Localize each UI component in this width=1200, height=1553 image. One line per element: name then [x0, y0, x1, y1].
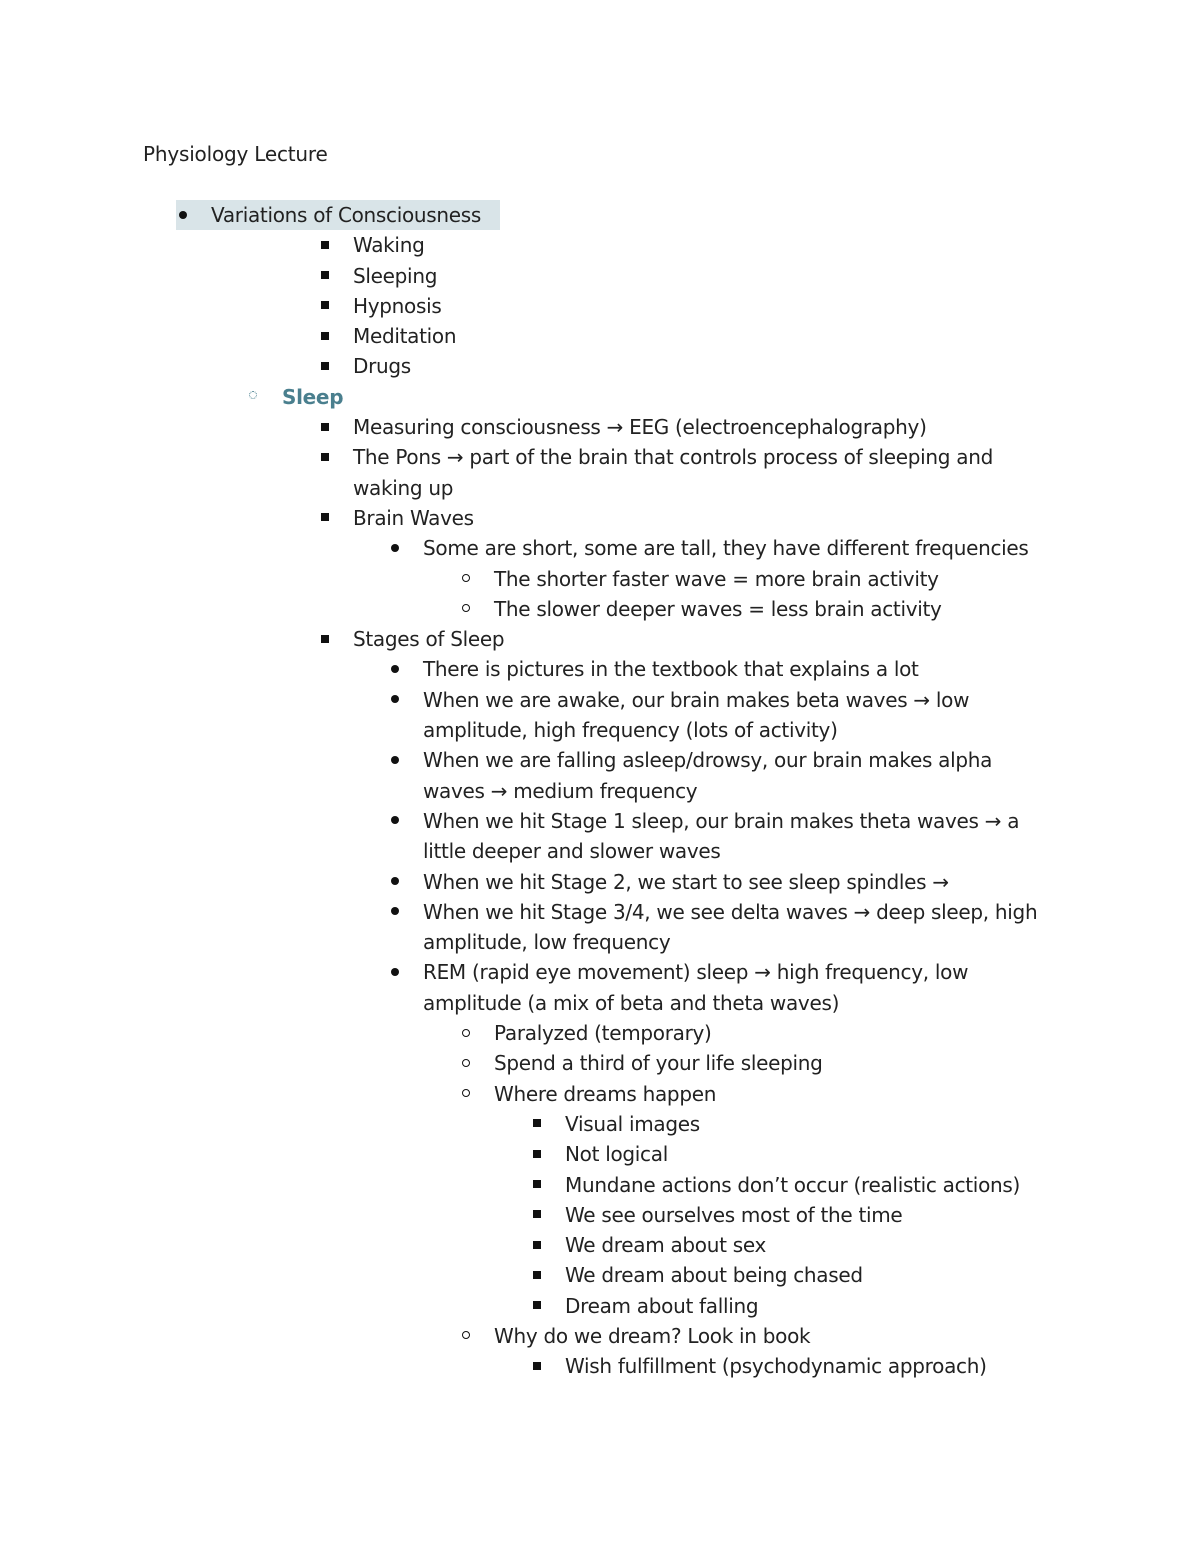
- list-item: [423, 806, 1053, 867]
- disc-bullet-icon: [385, 867, 405, 897]
- list-item: [565, 1230, 1065, 1260]
- list-item-text: We dream about being chased: [565, 1263, 863, 1288]
- square-bullet-icon: [315, 321, 335, 351]
- circle-bullet-icon: [456, 1018, 476, 1048]
- list-item: [423, 654, 1053, 684]
- list-item-text: Dream about falling: [565, 1293, 759, 1318]
- list-item-text: Where dreams happen: [494, 1081, 717, 1106]
- list-item-text: Hypnosis: [353, 293, 442, 318]
- list-item: [494, 1048, 1054, 1078]
- list-item-text: The Pons → part of the brain that controls process of sleeping and waking up: [353, 445, 993, 500]
- square-bullet-icon: [527, 1230, 547, 1260]
- list-item-text: We see ourselves most of the time: [565, 1202, 903, 1227]
- document-title: Physiology Lecture: [143, 142, 328, 166]
- list-item: [423, 533, 1053, 563]
- list-item: [494, 1321, 1054, 1351]
- square-bullet-icon: [315, 351, 335, 381]
- list-item-text: Not logical: [565, 1142, 668, 1167]
- list-item-text: When we hit Stage 2, we start to see sleep spindles →: [423, 869, 949, 894]
- list-item: [423, 745, 1053, 806]
- list-item: [423, 867, 1053, 897]
- list-item-text: Waking: [353, 233, 425, 258]
- list-item: [423, 685, 1053, 746]
- list-item: [565, 1200, 1065, 1230]
- circle-bullet-icon: [456, 1079, 476, 1109]
- list-item-text: There is pictures in the textbook that explains a lot: [423, 657, 919, 682]
- list-item-text: Spend a third of your life sleeping: [494, 1051, 823, 1076]
- list-item-text: Why do we dream? Look in book: [494, 1323, 811, 1348]
- list-item: [353, 503, 1053, 533]
- section-heading: [282, 382, 982, 412]
- list-item-text: Drugs: [353, 354, 411, 379]
- list-item: [353, 624, 1053, 654]
- disc-bullet-icon: [173, 200, 193, 230]
- notes-outline: [0, 200, 1200, 1382]
- list-item: [353, 321, 1053, 351]
- list-item-text: When we are falling asleep/drowsy, our brain makes alpha waves → medium frequency: [423, 748, 993, 803]
- square-bullet-icon: [315, 230, 335, 260]
- disc-bullet-icon: [385, 685, 405, 715]
- square-bullet-icon: [315, 442, 335, 472]
- list-item: [423, 897, 1053, 958]
- list-item: [353, 291, 1053, 321]
- square-bullet-icon: [315, 291, 335, 321]
- disc-bullet-icon: [385, 897, 405, 927]
- square-bullet-icon: [315, 412, 335, 442]
- list-item-text: Sleep: [282, 384, 344, 409]
- list-item-text: Sleeping: [353, 263, 438, 288]
- list-item: [565, 1351, 1065, 1381]
- disc-bullet-icon: [385, 806, 405, 836]
- list-item: [565, 1139, 1065, 1169]
- list-item-text: The shorter faster wave = more brain activity: [494, 566, 939, 591]
- list-item-text: REM (rapid eye movement) sleep → high frequency, low amplitude (a mix of beta and theta waves): [423, 960, 969, 1015]
- list-item-text: We dream about sex: [565, 1233, 767, 1258]
- list-item-text: Mundane actions don’t occur (realistic actions): [565, 1172, 1021, 1197]
- list-item: [353, 351, 1053, 381]
- square-bullet-icon: [527, 1291, 547, 1321]
- dotted-circle-bullet-icon: [243, 382, 263, 412]
- disc-bullet-icon: [385, 957, 405, 987]
- list-item: [565, 1109, 1065, 1139]
- disc-bullet-icon: [385, 654, 405, 684]
- list-item-text: Measuring consciousness → EEG (electroencephalography): [353, 415, 927, 440]
- circle-bullet-icon: [456, 564, 476, 594]
- list-item-text: The slower deeper waves = less brain activity: [494, 596, 942, 621]
- square-bullet-icon: [315, 503, 335, 533]
- disc-bullet-icon: [385, 745, 405, 775]
- list-item: [565, 1170, 1065, 1200]
- list-item-text: When we are awake, our brain makes beta waves → low amplitude, high frequency (lots of activity): [423, 687, 970, 743]
- list-item-text: Paralyzed (temporary): [494, 1021, 712, 1046]
- list-item: [494, 1079, 1054, 1109]
- square-bullet-icon: [527, 1139, 547, 1169]
- list-item: [353, 442, 1053, 503]
- square-bullet-icon: [527, 1170, 547, 1200]
- disc-bullet-icon: [385, 533, 405, 563]
- list-item: [353, 230, 1053, 260]
- list-item: [353, 412, 1053, 442]
- list-item: [494, 594, 1054, 624]
- list-item-text: Some are short, some are tall, they have different frequencies: [423, 536, 1029, 561]
- list-item: [565, 1291, 1065, 1321]
- list-item-text: Variations of Consciousness: [211, 203, 482, 227]
- circle-bullet-icon: [456, 1048, 476, 1078]
- square-bullet-icon: [527, 1109, 547, 1139]
- list-item-text: Wish fulfillment (psychodynamic approach): [565, 1354, 987, 1379]
- list-item: [423, 957, 1053, 1018]
- square-bullet-icon: [527, 1260, 547, 1290]
- list-item-text: Stages of Sleep: [353, 627, 505, 652]
- list-item: [494, 564, 1054, 594]
- circle-bullet-icon: [456, 594, 476, 624]
- square-bullet-icon: [527, 1200, 547, 1230]
- list-item: [211, 200, 911, 230]
- list-item-text: Visual images: [565, 1111, 700, 1136]
- list-item-text: Brain Waves: [353, 505, 474, 530]
- square-bullet-icon: [527, 1351, 547, 1381]
- list-item: [353, 261, 1053, 291]
- list-item-text: When we hit Stage 3/4, we see delta waves → deep sleep, high amplitude, low frequency: [423, 899, 1038, 955]
- square-bullet-icon: [315, 261, 335, 291]
- list-item-text: When we hit Stage 1 sleep, our brain makes theta waves → a little deeper and slower waves: [423, 808, 1020, 864]
- list-item: [565, 1260, 1065, 1290]
- list-item-text: Meditation: [353, 324, 457, 349]
- circle-bullet-icon: [456, 1321, 476, 1351]
- list-item: [494, 1018, 1054, 1048]
- square-bullet-icon: [315, 624, 335, 654]
